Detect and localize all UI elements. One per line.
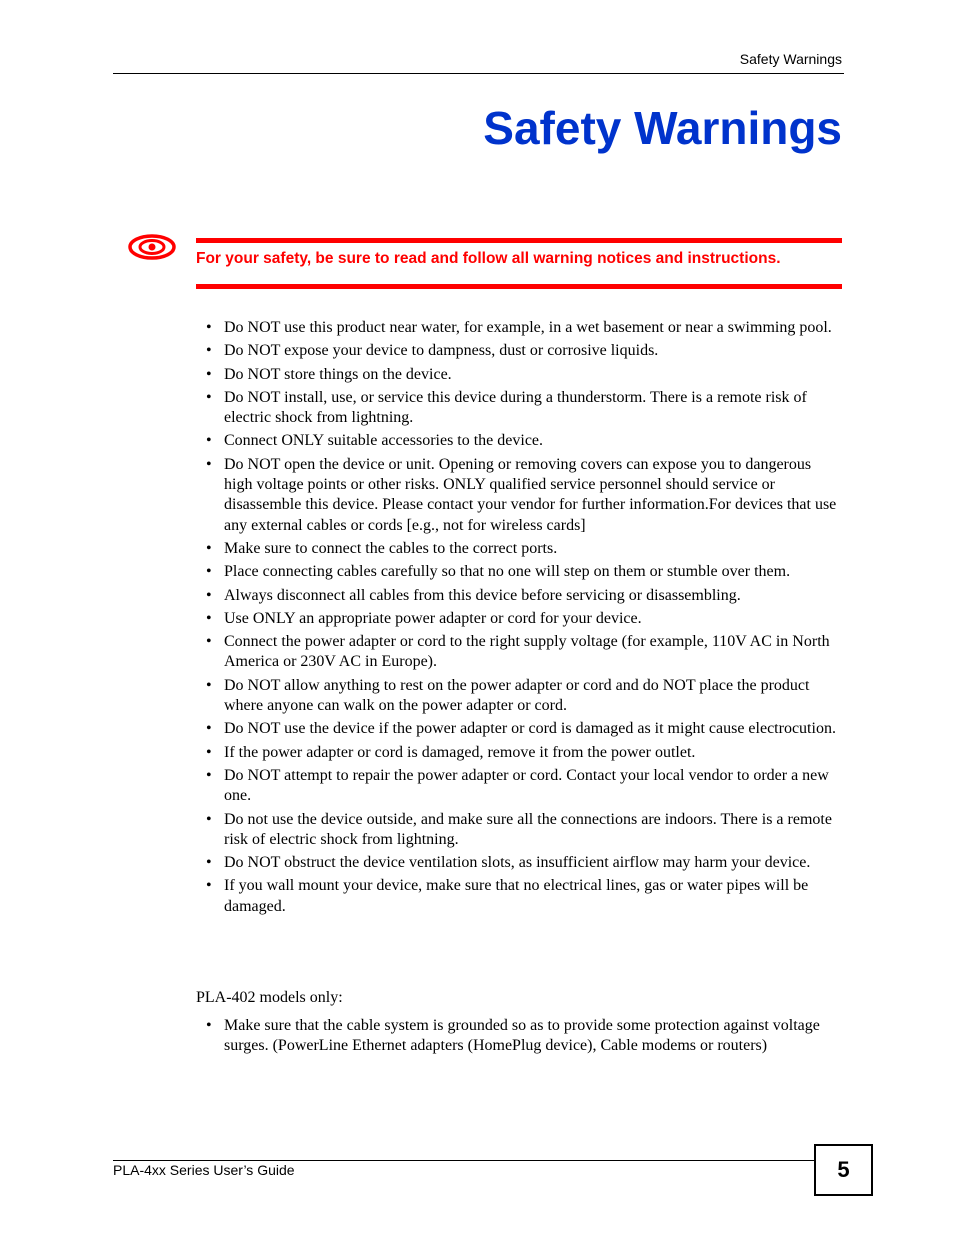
list-item: • Place connecting cables carefully so that no one will step on them or stumble over them. bbox=[196, 562, 842, 582]
list-item: • Do NOT use the device if the power adapter or cord is damaged as it might cause electrocution. bbox=[196, 719, 842, 739]
list-item: • Do NOT store things on the device. bbox=[196, 365, 842, 385]
running-header: Safety Warnings bbox=[739, 51, 842, 67]
list-item: • Make sure that the cable system is grounded so as to provide some protection against voltage surges. (PowerLine Ethernet adapters (HomePlug device), Cable modems or routers) bbox=[196, 1016, 842, 1057]
list-item: • Connect ONLY suitable accessories to the device. bbox=[196, 431, 842, 451]
page-number: 5 bbox=[814, 1144, 873, 1196]
warning-rule-top bbox=[196, 238, 842, 243]
footer-guide-title: PLA-4xx Series User’s Guide bbox=[113, 1162, 295, 1178]
list-item: • Use ONLY an appropriate power adapter or cord for your device. bbox=[196, 609, 842, 629]
list-item: • Do NOT allow anything to rest on the power adapter or cord and do NOT place the product where anyone can walk on the power adapter or cord. bbox=[196, 676, 842, 717]
list-item: • Do NOT use this product near water, for example, in a wet basement or near a swimming pool. bbox=[196, 318, 842, 338]
warning-rule-bottom bbox=[196, 284, 842, 289]
list-item: • If the power adapter or cord is damaged, remove it from the power outlet. bbox=[196, 743, 842, 763]
list-item: • Do not use the device outside, and make sure all the connections are indoors. There is a remote risk of electric shock from lightning. bbox=[196, 810, 842, 851]
list-item: • Do NOT open the device or unit. Opening or removing covers can expose you to dangerous high voltage points or other risks. ONLY qualified service personnel should service or disassemble this device. Please contact your vendor for further information.For devices that use any external cables or cords [e.g., not for wireless cards] bbox=[196, 455, 842, 536]
list-item: • Always disconnect all cables from this device before servicing or disassembling. bbox=[196, 586, 842, 606]
list-item: • Do NOT install, use, or service this device during a thunderstorm. There is a remote risk of electric shock from lightning. bbox=[196, 388, 842, 429]
models-list bbox=[196, 1016, 842, 1060]
list-item: • Do NOT attempt to repair the power adapter or cord. Contact your local vendor to order a new one. bbox=[196, 766, 842, 807]
list-item: • Do NOT obstruct the device ventilation slots, as insufficient airflow may harm your device. bbox=[196, 853, 842, 873]
header-rule bbox=[113, 73, 844, 74]
list-item: • If you wall mount your device, make sure that no electrical lines, gas or water pipes will be damaged. bbox=[196, 876, 842, 917]
safety-list bbox=[196, 318, 842, 920]
footer-rule bbox=[113, 1160, 815, 1161]
list-item: • Connect the power adapter or cord to the right supply voltage (for example, 110V AC in North America or 230V AC in Europe). bbox=[196, 632, 842, 673]
page-title: Safety Warnings bbox=[483, 102, 842, 154]
list-item: • Make sure to connect the cables to the correct ports. bbox=[196, 539, 842, 559]
models-note: PLA-402 models only: bbox=[196, 989, 343, 1006]
list-item: • Do NOT expose your device to dampness, dust or corrosive liquids. bbox=[196, 341, 842, 361]
warning-notice: For your safety, be sure to read and follow all warning notices and instructions. bbox=[196, 250, 781, 267]
eye-warning-icon bbox=[128, 232, 176, 262]
